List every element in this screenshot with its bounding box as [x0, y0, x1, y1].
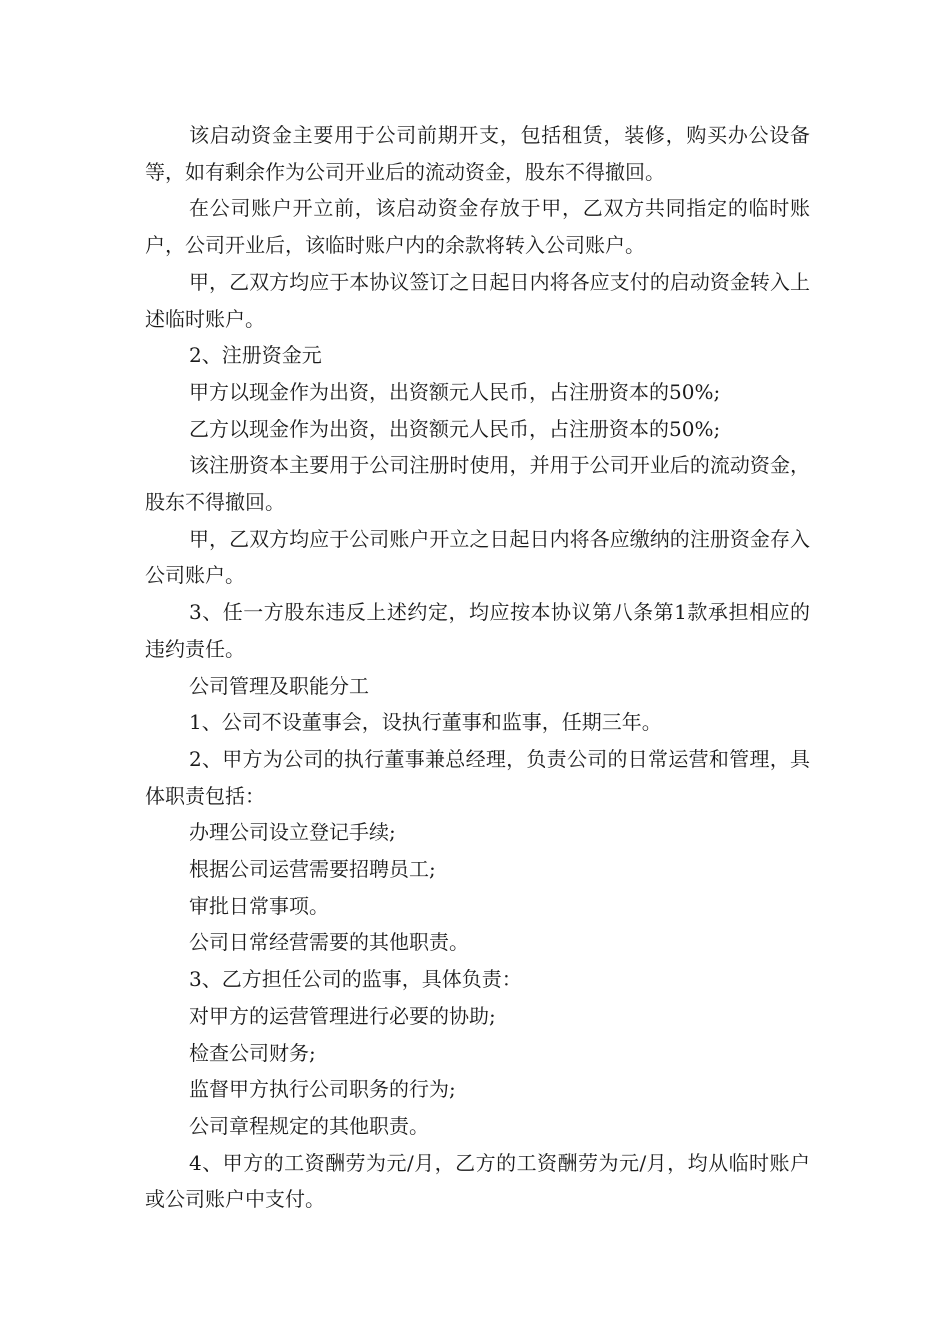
- list-item-assist: 对甲方的运营管理进行必要的协助;: [189, 1003, 496, 1028]
- document-body: [145, 117, 810, 1218]
- paragraph-registered-capital-deposit: 甲，乙双方均应于公司账户开立之日起日内将各应缴纳的注册资金存入公司账户。: [145, 526, 810, 588]
- paragraph-startup-fund-usage: 该启动资金主要用于公司前期开支，包括租赁，装修，购买办公设备等，如有剩余作为公司开业后的流动资金，股东不得撤回。: [145, 123, 810, 184]
- list-item-other-duties-a: 公司日常经营需要的其他职责。: [189, 930, 469, 955]
- heading-management-division: 公司管理及职能分工: [189, 673, 369, 698]
- paragraph-party-b-role: 3、乙方担任公司的监事，具体负责：: [189, 967, 522, 992]
- paragraph-no-board: 1、公司不设董事会，设执行董事和监事，任期三年。: [189, 710, 662, 735]
- paragraph-party-a-contribution: 甲方以现金作为出资，出资额元人民币，占注册资本的50%;: [189, 379, 721, 404]
- paragraph-temporary-account: 在公司账户开立前，该启动资金存放于甲，乙双方共同指定的临时账户，公司开业后，该临时账户内的余款将转入公司账户。: [145, 196, 810, 258]
- paragraph-startup-fund-transfer: 甲，乙双方均应于本协议签订之日起日内将各应支付的启动资金转入上述临时账户。: [145, 269, 810, 331]
- list-item-supervise: 监督甲方执行公司职务的行为;: [189, 1077, 456, 1102]
- paragraph-party-b-contribution: 乙方以现金作为出资，出资额元人民币，占注册资本的50%;: [189, 416, 721, 441]
- list-item-other-duties-b: 公司章程规定的其他职责。: [189, 1113, 429, 1138]
- list-item-approval: 审批日常事项。: [189, 893, 329, 918]
- paragraph-breach-liability: 3、任一方股东违反上述约定，均应按本协议第八条第1款承担相应的违约责任。: [145, 600, 810, 661]
- paragraph-party-a-role: 2、甲方为公司的执行董事兼总经理，负责公司的日常运营和管理，具体职责包括：: [145, 746, 810, 808]
- paragraph-salary: 4、甲方的工资酬劳为元/月，乙方的工资酬劳为元/月，均从临时账户或公司账户中支付。: [145, 1150, 810, 1212]
- list-item-registration: 办理公司设立登记手续;: [189, 820, 396, 845]
- heading-registered-capital: 2、注册资金元: [189, 343, 322, 368]
- paragraph-registered-capital-usage: 该注册资本主要用于公司注册时使用，并用于公司开业后的流动资金，股东不得撤回。: [145, 453, 810, 515]
- list-item-audit-finance: 检查公司财务;: [189, 1040, 316, 1065]
- list-item-recruitment: 根据公司运营需要招聘员工;: [189, 857, 436, 882]
